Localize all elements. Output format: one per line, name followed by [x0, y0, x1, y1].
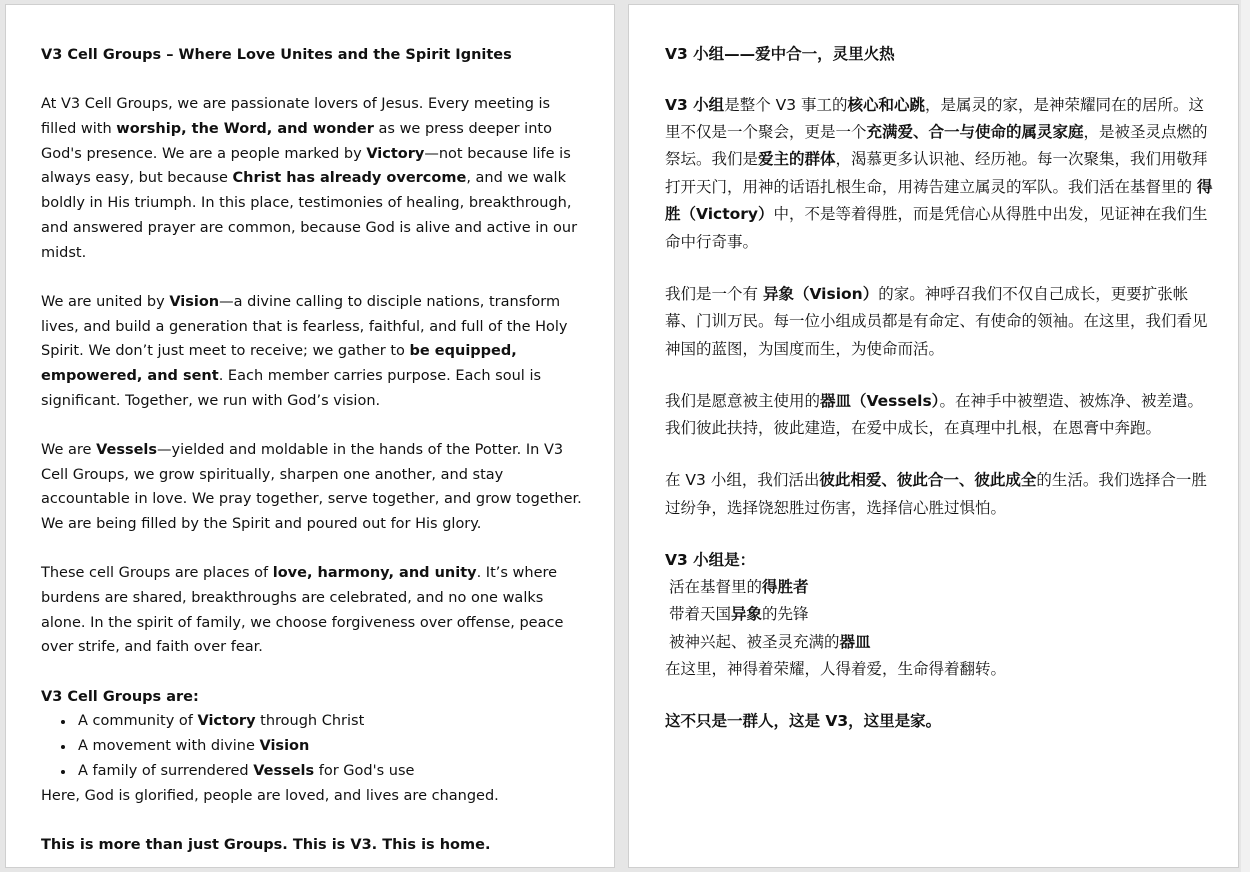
- text-run: ，渴慕更多认识祂、经历祂。每一次聚集，我们用敬拜打开天门，用神的话语扎根生命，用祷告建立属灵的军队。我们活在基督里的: [665, 150, 1208, 196]
- bold-text-run: V3 小组: [665, 95, 725, 114]
- text-run: —yielded and moldable in the hands of the Potter. In V3 Cell Groups, we grow spiritually, sharpen one another, and stay accountable in love. We pray together, serve together, and grow together. We are being filled by the Spirit and poured out for His glory.: [41, 441, 582, 533]
- zh-closing: 这不只是一群人，这是 V3，这里是家。: [665, 712, 942, 731]
- text-run: 中，不是等着得胜，而是凭信心从得胜中出发，见证神在我们生命中行奇事。: [665, 205, 1208, 251]
- bold-text-run: 器皿（Vessels）: [820, 391, 940, 410]
- bold-text-run: 核心和心跳: [847, 95, 926, 114]
- en-paragraph-4: [41, 561, 584, 660]
- text-run: 被神兴起、被圣灵充满的: [669, 632, 840, 651]
- text-run: 带着天国: [669, 605, 732, 624]
- bold-text-run: worship, the Word, and wonder: [116, 121, 374, 137]
- bold-text-run: Vision: [169, 293, 220, 310]
- zh-after-list: 在这里，神得着荣耀，人得着爱，生命得着翻转。: [665, 660, 1007, 679]
- text-run: A community of: [78, 713, 198, 730]
- text-run: for God's use: [314, 762, 415, 779]
- en-paragraph-2: [41, 290, 584, 414]
- text-run: 活在基督里的: [669, 578, 763, 597]
- text-run: 的先锋: [762, 605, 809, 624]
- vertical-scrollbar[interactable]: [1241, 0, 1250, 872]
- text-run: 我们是一个有: [665, 284, 763, 303]
- zh-paragraph-4: [665, 467, 1218, 522]
- bold-text-run: Vessels: [96, 441, 158, 458]
- zh-paragraph-2: [665, 281, 1218, 363]
- bold-text-run: Victory: [366, 145, 425, 162]
- bold-text-run: 爱主的群体: [758, 150, 836, 169]
- bold-text-run: 异象（Vision）: [762, 284, 879, 303]
- bold-text-run: be equipped, empowered, and sent: [41, 343, 517, 384]
- text-run: These cell Groups are places of: [41, 565, 273, 582]
- text-run: A family of surrendered: [78, 762, 254, 779]
- text-run: ，是被圣灵点燃的祭坛。我们是: [665, 123, 1208, 169]
- bold-text-run: 彼此相爱、彼此合一、彼此成全: [819, 471, 1037, 490]
- zh-list-item: [665, 601, 1218, 628]
- en-paragraph-3: [41, 438, 584, 537]
- text-run: —not because life is always easy, but because: [41, 145, 571, 187]
- text-run: , and we walk boldly in His triumph. In this place, testimonies of healing, breakthrough, and answered prayer are common, because God is alive and active in our midst.: [41, 170, 578, 261]
- en-paragraph-1: [41, 92, 584, 265]
- bold-text-run: 充满爱、合一与使命的属灵家庭: [866, 123, 1084, 141]
- text-run: . It’s where burdens are shared, breakthroughs are celebrated, and no one walks alone. In the spirit of family, we choose forgiveness over offense, peace over strife, and faith over fear.: [41, 565, 564, 656]
- english-page: [6, 5, 614, 867]
- zh-paragraph-1: [665, 92, 1218, 256]
- bold-text-run: 得胜（Victory）: [665, 177, 1213, 224]
- bold-text-run: 得胜者: [762, 578, 809, 597]
- en-list-item: [41, 759, 584, 784]
- bold-text-run: Victory: [197, 713, 256, 730]
- en-list-item: [41, 709, 584, 734]
- text-run: 。在神手中被塑造、被炼净、被差遣。我们彼此扶持，彼此建造，在爱中成长，在真理中扎根，在恩膏中奔跑。: [665, 391, 1203, 438]
- text-run: 是整个 V3 事工的: [724, 95, 848, 114]
- zh-title: V3 小组——爱中合一，灵里火热: [665, 45, 895, 63]
- text-run: . Each member carries purpose. Each soul is significant. Together, we run with God’s vision.: [41, 367, 542, 409]
- text-run: ，是属灵的家，是神荣耀同在的居所。这里不仅是一个聚会，更是一个: [665, 95, 1205, 141]
- text-run: as we press deeper into God's presence. We are a people marked by: [41, 121, 552, 162]
- bold-text-run: Vessels: [253, 762, 315, 779]
- text-run: We are united by: [41, 293, 170, 310]
- en-after-list: Here, God is glorified, people are loved, and lives are changed.: [41, 787, 499, 804]
- text-run: through Christ: [255, 713, 365, 730]
- chinese-page: [629, 5, 1238, 867]
- en-list-item: [41, 734, 584, 759]
- zh-list-item: [665, 629, 1218, 656]
- text-run: 的家。神呼召我们不仅自己成长，更要扩张帐幕、门训万民。每一位小组成员都是有命定、有使命的领袖。在这里，我们看见神国的蓝图，为国度而生，为使命而活。: [665, 284, 1208, 358]
- en-bullet-list: [41, 709, 584, 783]
- text-run: A movement with divine: [78, 738, 260, 755]
- en-title: V3 Cell Groups – Where Love Unites and the Spirit Ignites: [41, 47, 512, 63]
- text-run: 的生活。我们选择合一胜过纷争，选择饶恕胜过伤害，选择信心胜过惧怕。: [665, 471, 1207, 517]
- text-run: We are: [41, 441, 97, 458]
- bold-text-run: Vision: [259, 738, 310, 755]
- text-run: At V3 Cell Groups, we are passionate lovers of Jesus. Every meeting is filled with: [41, 96, 551, 137]
- en-list-heading: V3 Cell Groups are:: [41, 688, 199, 705]
- bold-text-run: 异象: [731, 605, 763, 624]
- bold-text-run: love, harmony, and unity: [272, 565, 477, 582]
- zh-list-heading: V3 小组是：: [665, 550, 756, 569]
- text-run: —a divine calling to disciple nations, transform lives, and build a generation that is fearless, faithful, and full of the Holy Spirit. We don’t just meet to receive; we gather to: [41, 293, 568, 360]
- zh-paragraph-3: [665, 388, 1218, 443]
- bold-text-run: Christ has already overcome: [232, 170, 467, 187]
- bold-text-run: 器皿: [839, 632, 871, 651]
- zh-list-item: [665, 574, 1218, 601]
- en-closing: This is more than just Groups. This is V3. This is home.: [41, 836, 491, 853]
- text-run: 在 V3 小组，我们活出: [665, 471, 820, 490]
- text-run: 我们是愿意被主使用的: [665, 391, 821, 410]
